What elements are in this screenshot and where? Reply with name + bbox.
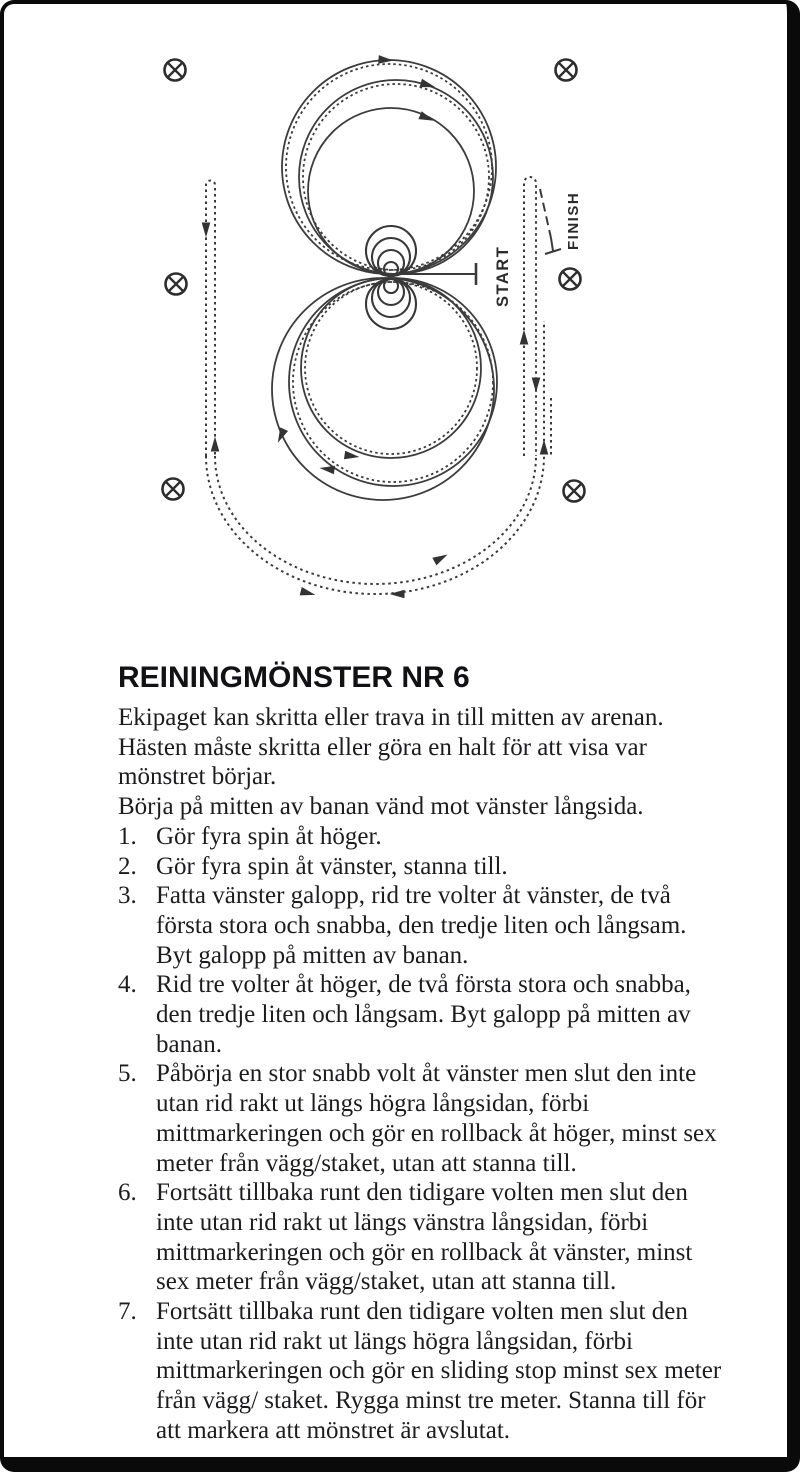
top-circles xyxy=(282,60,496,274)
step-text: Fortsätt tillbaka runt den tidigare volten men slut den inte utan rid rakt ut längs högra långsidan, förbi mittmarkeringen och gör en sliding stop minst sex meter från vägg/ staket. Rygga minst tre meter. Stanna till för att markera att mönstret är avslutat. xyxy=(156,1298,722,1444)
step-number: 6. xyxy=(118,1179,137,1207)
arena-marker-icon xyxy=(163,479,184,500)
step-number: 2. xyxy=(118,852,137,880)
step-text: Fortsätt tillbaka runt den tidigare volten men slut den inte utan rid rakt ut längs vänstra långsidan, förbi mittmarkeringen och gör en rollback åt vänster, minst sex meter från vägg/staket, utan att stanna till. xyxy=(156,1179,693,1296)
arena-marker-icon xyxy=(165,60,186,81)
arena-marker-icon xyxy=(560,269,581,290)
right-rundown-track xyxy=(524,177,536,456)
arena-marker-icon xyxy=(166,274,187,295)
step-number: 4. xyxy=(118,971,137,999)
list-item xyxy=(118,970,722,1059)
list-item xyxy=(118,1178,722,1297)
inner-u-path xyxy=(215,456,536,584)
list-item xyxy=(118,1297,722,1446)
step-text: Fatta vänster galopp, rid tre volter åt vänster, de två första stora och snabba, den tredje liten och långsam. Byt galopp på mitten av banan. xyxy=(156,882,687,969)
list-item xyxy=(118,852,722,882)
step-text: Påbörja en stor snabb volt åt vänster men slut den inte utan rid rakt ut längs högra långsidan, förbi mittmarkeringen och gör en rollback åt höger, minst sex meter från vägg/staket, utan att stanna till. xyxy=(156,1060,717,1177)
page-title: REININGMÖNSTER NR 6 xyxy=(118,661,470,694)
intro-paragraph: Ekipaget kan skritta eller trava in till mitten av arenan. Hästen måste skritta eller göra en halt för att visa var mönstret börjar. xyxy=(118,704,664,791)
step-number: 3. xyxy=(118,882,137,910)
step-text: Gör fyra spin åt höger. xyxy=(156,822,382,850)
bottom-circles xyxy=(272,278,497,500)
start-label: START xyxy=(494,245,512,307)
list-item xyxy=(118,1059,722,1178)
steps-list xyxy=(118,822,722,1446)
arena-marker-icon xyxy=(556,60,577,81)
outer-u-path xyxy=(206,321,544,594)
intro-paragraph: Börja på mitten av banan vänd mot vänster långsida. xyxy=(118,793,644,821)
step-text: Gör fyra spin åt vänster, stanna till. xyxy=(156,852,508,880)
list-item xyxy=(118,822,722,852)
reining-pattern-diagram xyxy=(0,6,800,658)
direction-arrows xyxy=(202,55,549,599)
arena-marker-icon xyxy=(564,481,585,502)
instructions-section xyxy=(118,661,722,1446)
step-number: 5. xyxy=(118,1060,137,1088)
step-number: 7. xyxy=(118,1298,137,1326)
finish-label: FINISH xyxy=(565,191,582,250)
step-text: Rid tre volter åt höger, de två första stora och snabba, den tredje liten och långsam. Byt galopp på mitten av banan. xyxy=(156,971,691,1058)
step-number: 1. xyxy=(118,822,137,850)
left-rundown-track xyxy=(206,181,215,457)
finish-line xyxy=(540,189,561,254)
list-item xyxy=(118,881,722,970)
